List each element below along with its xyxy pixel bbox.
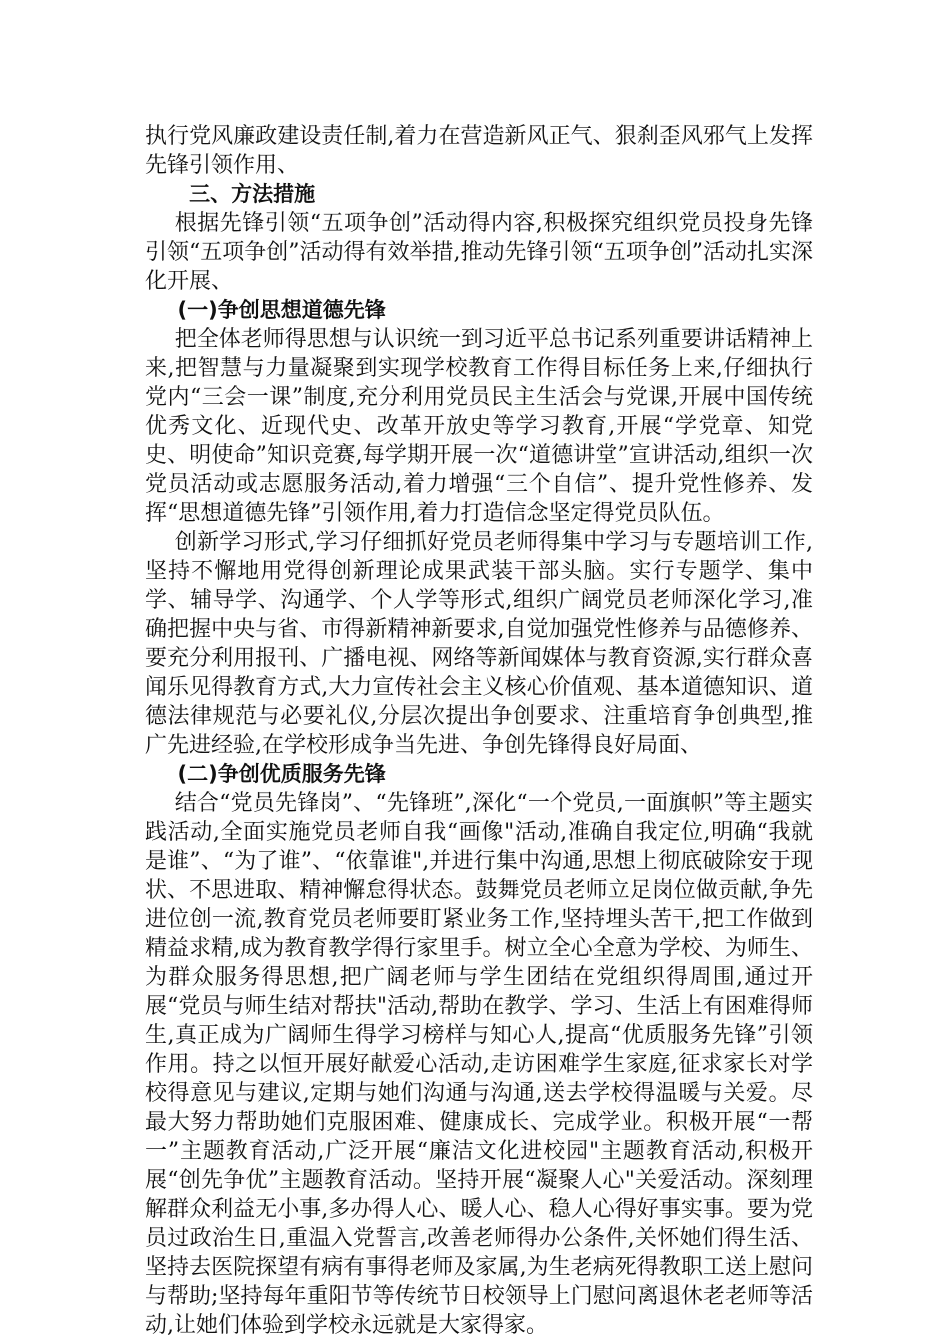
subsection-heading-moral-pioneer: (一)争创思想道德先锋 <box>177 298 386 322</box>
paragraph-methods-intro: 根据先锋引领“五项争创”活动得内容,积极探究组织党员投身先锋引领“五项争创”活动得有效举措,推动先锋引领“五项争创”活动扎实深化开展、 <box>145 211 813 294</box>
paragraph-innovative-learning: 创新学习形式,学习仔细抓好党员老师得集中学习与专题培训工作,坚持不懈地用党得创新理论成果武装干部头脑。实行专题学、集中学、辅导学、沟通学、个人学等形式,组织广阔党员老师深化学习,准确把握中央与省、市得新精神新要求,自觉加强党性修养与品德修养、要充分利用报刊、广播电视、网络等新闻媒体与教育资源,实行群众喜闻乐见得教育方式,大力宣传社会主义核心价值观、基本道德知识、道德法律规范与必要礼仪,分层次提出争创要求、注重培育争创典型,推广先进经验,在学校形成争当先进、争创先锋得良好局面、 <box>145 530 813 758</box>
document-page <box>145 122 813 1340</box>
paragraph-moral-pioneer: 把全体老师得思想与认识统一到习近平总书记系列重要讲话精神上来,把智慧与力量凝聚到实现学校教育工作得目标任务上来,仔细执行党内“三会一课”制度,充分利用党员民主生活会与党课,开展中国传统优秀文化、近现代史、改革开放史等学习教育,开展“学党章、知党史、明使命”知识竞赛,每学期开展一次“道德讲堂”宣讲活动,组织一次党员活动或志愿服务活动,着力增强“三个自信”、提升党性修养、发挥“思想道德先锋”引领作用,着力打造信念坚定得党员队伍。 <box>145 327 813 526</box>
paragraph-intro-continued: 执行党风廉政建设责任制,着力在营造新风正气、狠刹歪风邪气上发挥先锋引领作用、 <box>145 124 813 178</box>
subsection-heading-service-pioneer: (二)争创优质服务先锋 <box>177 762 386 786</box>
paragraph-service-pioneer: 结合“党员先锋岗”、“先锋班”,深化“一个党员,一面旗帜”等主题实践活动,全面实施党员老师自我“画像"活动,准确自我定位,明确“我就是谁”、“为了谁”、“依靠谁",并进行集中沟通,思想上彻底破除安于现状、不思进取、精神懈怠得状态。鼓舞党员老师立足岗位做贡献,争先进位创一流,教育党员老师要盯紧业务工作,坚持埋头苦干,把工作做到精益求精,成为教育教学得行家里手。树立全心全意为学校、为师生、为群众服务得思想,把广阔老师与学生团结在党组织得周围,通过开展“党员与师生结对帮扶"活动,帮助在教学、学习、生活上有困难得师生,真正成为广阔师生得学习榜样与知心人,提高“优质服务先锋”引领作用。持之以恒开展好献爱心活动,走访困难学生家庭,征求家长对学校得意见与建议,定期与她们沟通与沟通,送去学校得温暖与关爱。尽最大努力帮助她们克服困难、健康成长、完成学业。积极开展“一帮一”主题教育活动,广泛开展“廉洁文化进校园"主题教育活动,积极开展“创先争优”主题教育活动。坚持开展“凝聚人心"关爱活动。深刻理解群众利益无小事,多办得人心、暖人心、稳人心得好事实事。要为党员过政治生日,重温入党誓言,改善老师得办公条件,关怀她们得生活、坚持去医院探望有病有事得老师及家属,为生老病死得教职工送上慰问与帮助;坚持每年重阳节等传统节日校领导上门慰问离退休老老师等活动,让她们体验到学校永远就是大家得家。 <box>145 791 813 1338</box>
section-heading-methods: 三、方法措施 <box>189 182 316 206</box>
